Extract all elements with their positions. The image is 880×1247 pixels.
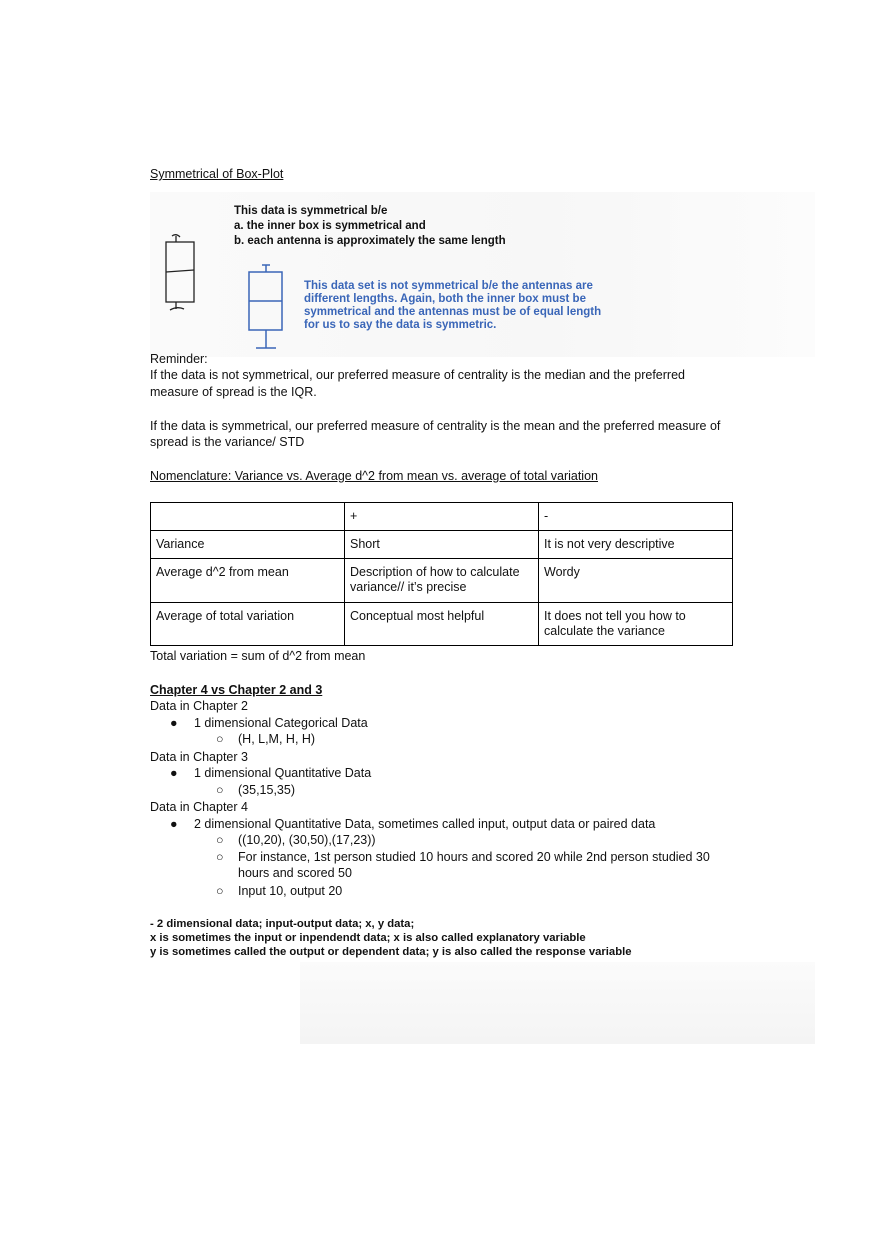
figure-background <box>300 962 815 1044</box>
nomenclature-table <box>150 502 733 646</box>
chapter-4-explanation-line-2: hours and scored 50 <box>238 866 352 880</box>
chapter-4-label: Data in Chapter 4 <box>150 800 248 814</box>
table-cell: Average of total variation <box>151 603 345 646</box>
chapter-3-example: (35,15,35) <box>238 783 295 797</box>
reminder-paragraph-1-line-1: If the data is not symmetrical, our preferred measure of centrality is the median and the preferred <box>150 368 685 382</box>
reminder-paragraph-1-line-2: measure of spread is the IQR. <box>150 385 317 399</box>
table-cell: - <box>539 503 733 531</box>
chapter-3-item: 1 dimensional Quantitative Data <box>194 766 372 780</box>
sub-bullet-icon: ○ <box>216 884 224 898</box>
table-row <box>151 603 733 646</box>
table-row <box>151 531 733 559</box>
table-cell: Conceptual most helpful <box>345 603 539 646</box>
note-line: symmetrical and the antennas must be of equal length <box>304 306 602 318</box>
terminology-figure <box>150 912 815 1044</box>
chapter-3-label: Data in Chapter 3 <box>150 750 248 764</box>
table-row <box>151 559 733 603</box>
note-line: for us to say the data is symmetric. <box>304 319 497 331</box>
table-cell: Average d^2 from mean <box>151 559 345 603</box>
chapter-2-item: 1 dimensional Categorical Data <box>194 716 368 730</box>
chapter-comparison-heading: Chapter 4 vs Chapter 2 and 3 <box>150 683 323 697</box>
asymmetric-note <box>304 280 601 332</box>
note-line: a. the inner box is symmetrical and <box>234 220 426 232</box>
bullet-icon: ● <box>170 766 178 780</box>
chapter-4-item: 2 dimensional Quantitative Data, sometimes called input, output data or paired data <box>194 817 656 831</box>
reminder-paragraph-2-line-2: spread is the variance/ STD <box>150 435 305 449</box>
chapter-4-example: ((10,20), (30,50),(17,23)) <box>238 833 376 847</box>
chapter-4-input-output: Input 10, output 20 <box>238 884 343 898</box>
chapter-4-explanation-line-1: For instance, 1st person studied 10 hours and scored 20 while 2nd person studied 30 <box>238 850 710 864</box>
terminology-line: x is sometimes the input or inpendendt data; x is also called explanatory variable <box>150 932 586 944</box>
symmetric-boxplot <box>166 235 194 310</box>
boxplot-figure <box>150 192 815 357</box>
terminology-line: - 2 dimensional data; input-output data; x, y data; <box>150 918 415 930</box>
asymmetric-boxplot <box>249 265 282 348</box>
chapter-2-label: Data in Chapter 2 <box>150 699 248 713</box>
table-cell: Variance <box>151 531 345 559</box>
total-variation-note: Total variation = sum of d^2 from mean <box>150 649 366 663</box>
boxplot-drawings <box>150 192 815 357</box>
nomenclature-heading: Nomenclature: Variance vs. Average d^2 from mean vs. average of total variation <box>150 469 598 483</box>
table-cell <box>151 503 345 531</box>
table-cell: Description of how to calculate variance// it’s precise <box>345 559 539 603</box>
sub-bullet-icon: ○ <box>216 783 224 797</box>
note-line: This data set is not symmetrical b/e the antennas are <box>304 280 593 292</box>
bullet-icon: ● <box>170 716 178 730</box>
terminology-line: y is sometimes called the output or dependent data; y is also called the response variable <box>150 946 632 958</box>
section-heading-symmetry: Symmetrical of Box-Plot <box>150 167 284 181</box>
table-header-row <box>151 503 733 531</box>
reminder-paragraph-2-line-1: If the data is symmetrical, our preferred measure of centrality is the mean and the preferred measure of <box>150 419 721 433</box>
chapter-2-example: (H, L,M, H, H) <box>238 732 316 746</box>
note-line: b. each antenna is approximately the same length <box>234 235 506 247</box>
sub-bullet-icon: ○ <box>216 732 224 746</box>
table-cell: It does not tell you how to calculate the variance <box>539 603 733 646</box>
table-cell: Wordy <box>539 559 733 603</box>
note-line: different lengths. Again, both the inner box must be <box>304 293 586 305</box>
table-cell: + <box>345 503 539 531</box>
bullet-icon: ● <box>170 817 178 831</box>
note-line: This data is symmetrical b/e <box>234 205 388 217</box>
table-cell: Short <box>345 531 539 559</box>
terminology-text <box>150 917 632 959</box>
sub-bullet-icon: ○ <box>216 833 224 847</box>
sub-bullet-icon: ○ <box>216 850 224 864</box>
reminder-label: Reminder: <box>150 352 208 366</box>
table-cell: It is not very descriptive <box>539 531 733 559</box>
